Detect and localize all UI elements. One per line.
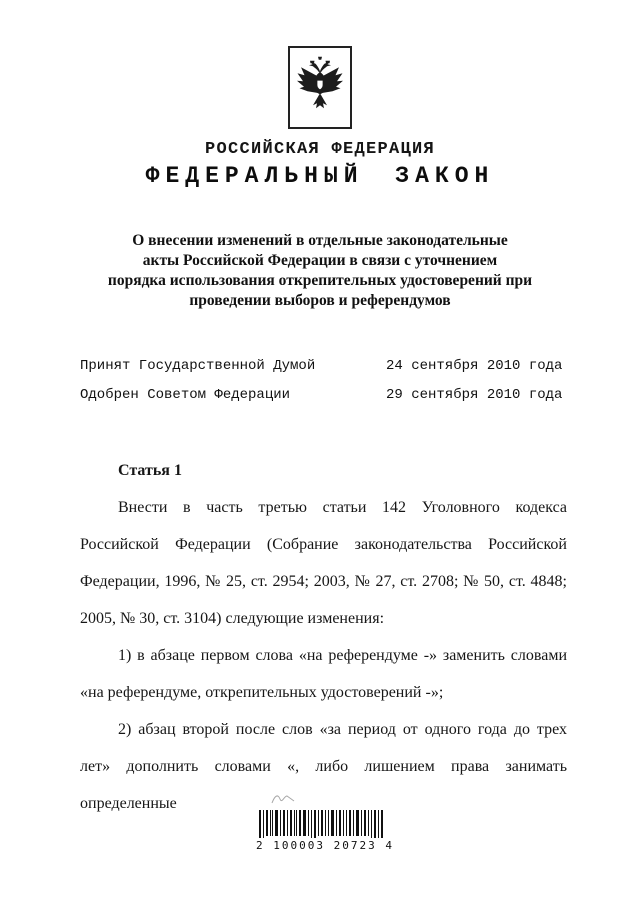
law-title-line: порядка использования открепительных удостоверений при (107, 272, 533, 289)
paragraph: Внести в часть третью статьи 142 Уголовного кодекса Российской Федерации (Собрание законодательства Российской Федерации, 1996, № 25, ст. 2954; 2003, № 27, ст. 2708; № 50, ст. 4848; 2005, № 30, ст. 3104) следующие изменения: (80, 499, 567, 627)
coat-of-arms-box (288, 46, 352, 129)
adoption-date: 29 сентября 2010 года (386, 386, 563, 403)
document-type-title: ФЕДЕРАЛЬНЫЙ ЗАКОН (145, 163, 495, 189)
paragraph: 2) абзац второй после слов «за период от одного года до трех лет» дополнить словами «, либо лишением права занимать определенные (80, 721, 567, 812)
adoption-body-label: Принят Государственной Думой (80, 357, 316, 374)
adoption-date: 24 сентября 2010 года (386, 357, 563, 374)
barcode (256, 810, 394, 852)
paragraph: 1) в абзаце первом слова «на референдуме -» заменить словами «на референдуме, открепительных удостоверений -»; (80, 647, 567, 701)
law-title-line: проведении выборов и референдумов (189, 292, 451, 309)
adoption-row-duma (80, 351, 567, 380)
law-title-line: О внесении изменений в отдельные законодательные (132, 232, 508, 249)
adoption-block (80, 351, 567, 409)
double-headed-eagle-icon (295, 51, 345, 124)
adoption-body-label: Одобрен Советом Федерации (80, 386, 291, 403)
handwritten-mark (270, 792, 296, 811)
barcode-bars (259, 810, 383, 838)
barcode-number: 2 100003 20723 4 (256, 839, 394, 852)
law-title (0, 231, 640, 311)
law-title-line: акты Российской Федерации в связи с уточнением (142, 252, 498, 269)
country-name: РОССИЙСКАЯ ФЕДЕРАЦИЯ (204, 140, 436, 159)
article-1-heading: Статья 1 (118, 462, 182, 479)
document-body (80, 452, 567, 822)
adoption-row-federation-council (80, 380, 567, 409)
